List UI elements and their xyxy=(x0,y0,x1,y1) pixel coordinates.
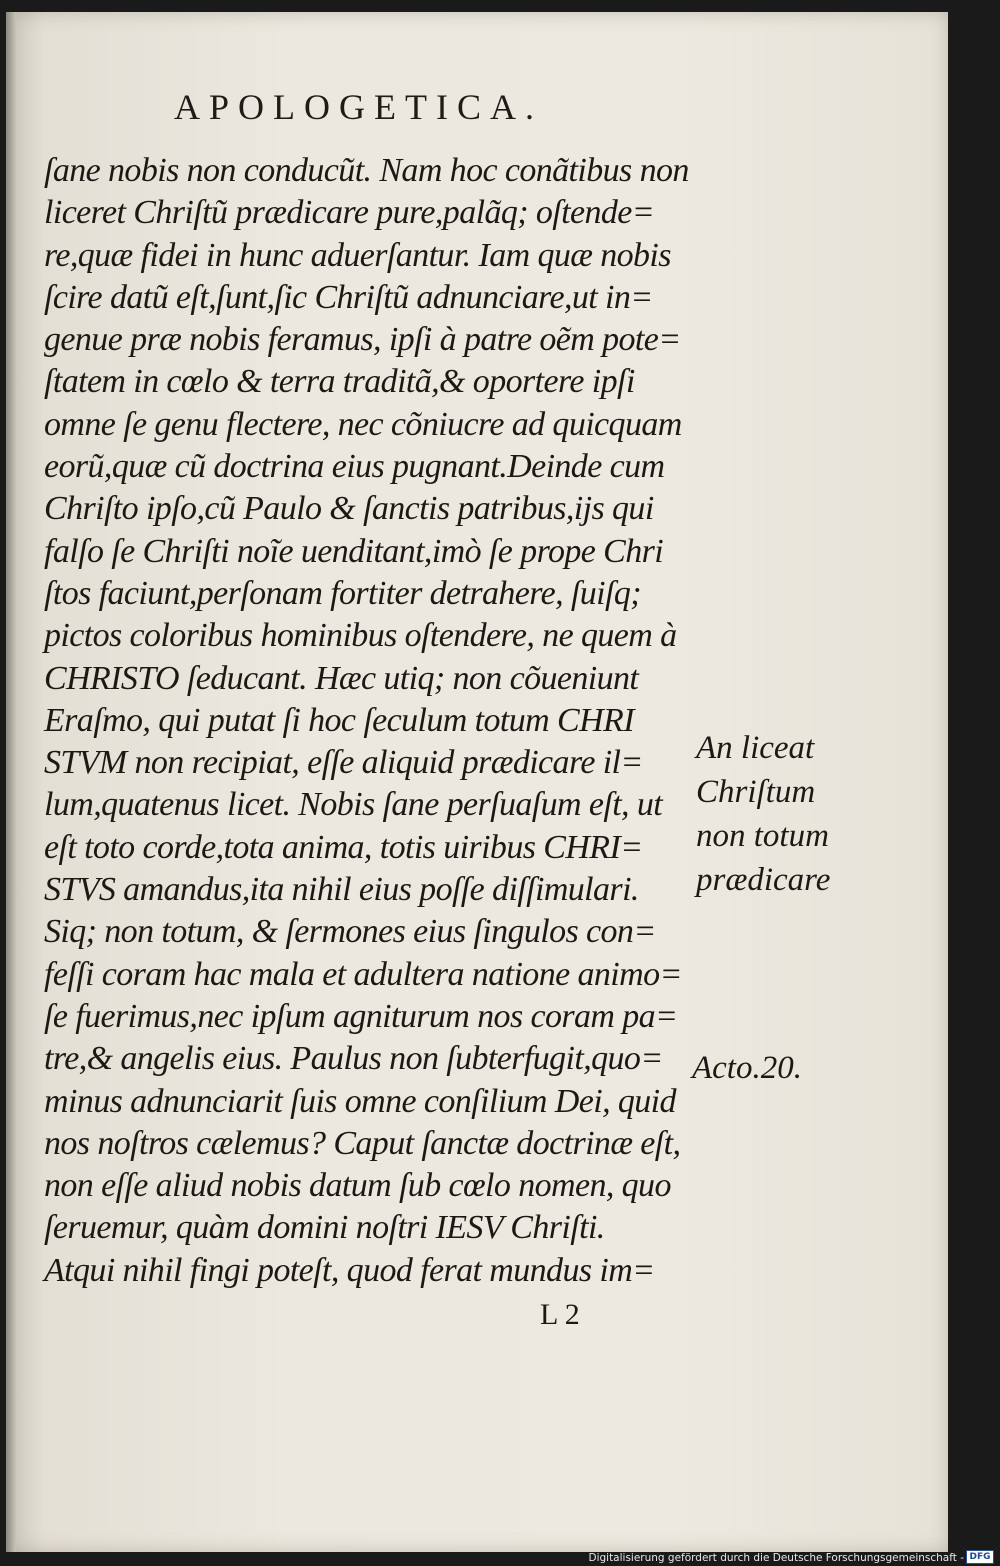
text-line: falſo ſe Chriſti noĩe uenditant,imò ſe prope Chri xyxy=(44,532,664,570)
text-line: Atqui nihil fingi poteſt, quod ferat mundus im= xyxy=(44,1251,655,1289)
text-line: minus adnunciarit ſuis omne conſilium Dei, quid xyxy=(44,1082,676,1120)
text-line: Chriſto ipſo,cũ Paulo & ſanctis patribus,ijs qui xyxy=(44,490,654,528)
text-line: STVS amandus,ita nihil eius poſſe diſſimulari. xyxy=(44,871,639,909)
text-line: ſcire datũ eſt,ſunt,ſic Chriſtũ adnunciare,ut in= xyxy=(44,278,653,316)
page-gutter-edge xyxy=(6,12,16,1552)
text-line: genue præ nobis feramus, ipſi à patre oẽm pote= xyxy=(44,321,681,359)
text-line: eorũ,quæ cũ doctrina eius pugnant.Deinde cum xyxy=(44,448,665,486)
text-line: STVM non recipiat, eſſe aliquid prædicare il= xyxy=(44,744,643,782)
margin-note-line: non totum xyxy=(696,818,829,854)
text-line: feſſi coram hac mala et adultera natione animo= xyxy=(44,955,682,993)
margin-note-line: Chriſtum xyxy=(696,774,816,810)
text-line: Siq; non totum, & ſermones eius ſingulos con= xyxy=(44,913,656,951)
text-line: lum,quatenus licet. Nobis ſane perſuaſum eſt, ut xyxy=(44,786,663,824)
signature-mark: L 2 xyxy=(540,1298,580,1331)
body-text xyxy=(44,150,704,1292)
text-line: ſane nobis non conducũt. Nam hoc conãtibus non xyxy=(44,152,689,189)
margin-note-line: prædicare xyxy=(696,862,831,898)
margin-note-acto xyxy=(692,1046,802,1090)
text-line: ſeruemur, quàm domini noſtri IESV Chriſti. xyxy=(44,1209,605,1247)
margin-note-line: An liceat xyxy=(696,730,815,766)
text-line: non eſſe aliud nobis datum ſub cœlo nomen, quo xyxy=(44,1167,671,1205)
text-line: CHRISTO ſeducant. Hæc utiq; non cõueniunt xyxy=(44,659,639,697)
text-line: ſtatem in cœlo & terra traditã,& oportere ipſi xyxy=(44,363,635,401)
text-line: omne ſe genu flectere, nec cõniucre ad quicquam xyxy=(44,405,682,443)
text-line: pictos coloribus hominibus oſtendere, ne quem à xyxy=(44,617,677,655)
text-line: Eraſmo, qui putat ſi hoc ſeculum totum CHRI xyxy=(44,701,634,739)
text-line: nos noſtros cælemus? Caput ſanctæ doctrinæ eſt, xyxy=(44,1124,681,1162)
margin-note-an-liceat xyxy=(696,726,830,902)
text-line: ſe fuerimus,nec ipſum agniturum nos coram pa= xyxy=(44,997,678,1035)
dfg-logo: DFG xyxy=(966,1550,994,1564)
text-line: eſt toto corde,tota anima, totis uiribus CHRI= xyxy=(44,828,643,866)
running-head: APOLOGETICA. xyxy=(174,87,543,127)
text-line: ſtos faciunt,perſonam fortiter detrahere, ſuiſq; xyxy=(44,574,641,612)
text-line: tre,& angelis eius. Paulus non ſubterfugit,quo= xyxy=(44,1040,663,1078)
text-line: liceret Chriſtũ prædicare pure,palãq; oſtende= xyxy=(44,194,655,232)
digitization-credit: Digitalisierung gefördert durch die Deutsche Forschungsgemeinschaft - xyxy=(588,1552,964,1564)
margin-note-line: Acto.20. xyxy=(692,1050,802,1086)
text-line: re,quæ fidei in hunc aduerſantur. Iam quæ nobis xyxy=(44,236,671,274)
